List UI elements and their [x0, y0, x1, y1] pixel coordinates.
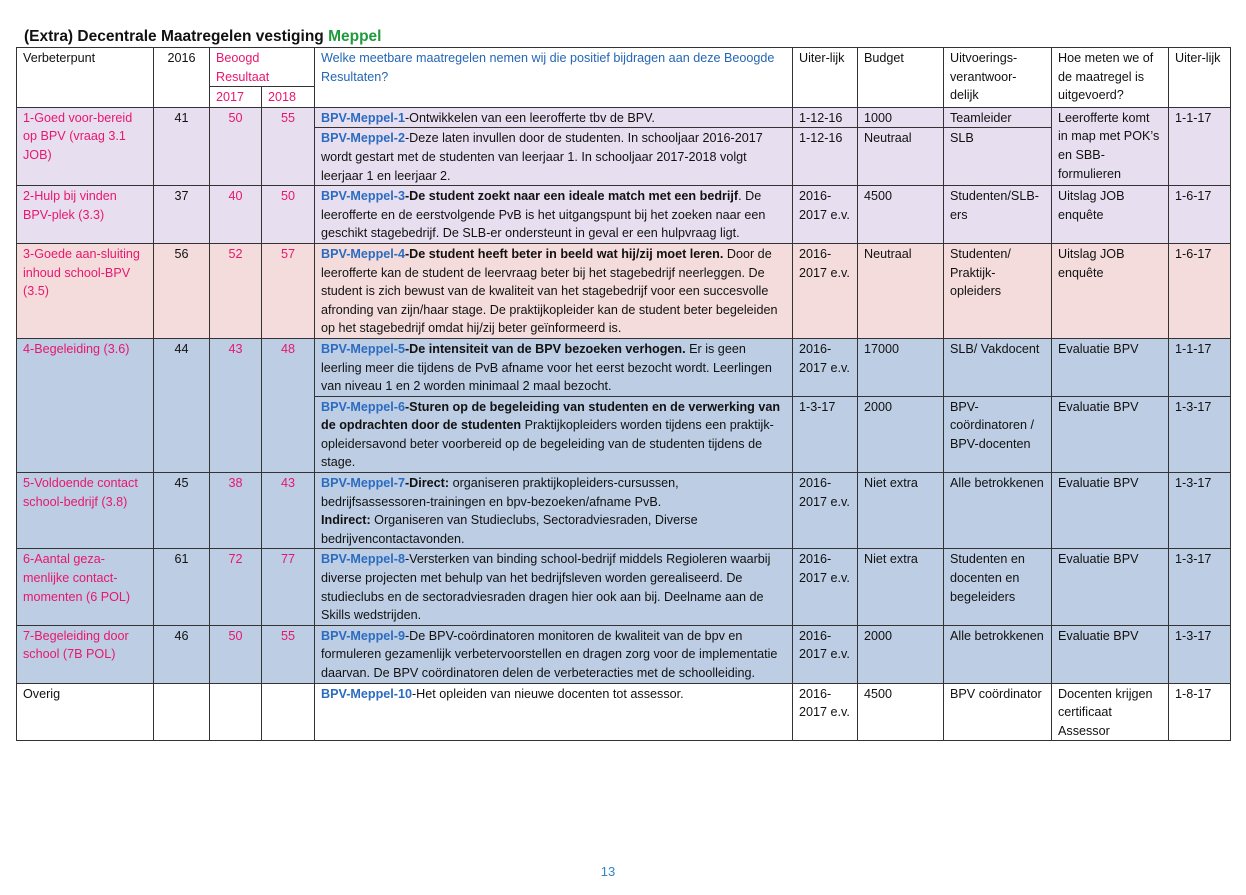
measure-deadline: 1-6-17 [1169, 186, 1231, 244]
table-row [17, 243, 1231, 338]
measure-cell [315, 186, 793, 244]
measure-how: Docenten krijgen certificaat Assessor [1052, 683, 1169, 741]
measure-responsible: BPV-coördinatoren / BPV-docenten [944, 396, 1052, 472]
value-2018: 57 [262, 243, 315, 338]
measure-text: . De leerofferte en de eerstvolgende PvB is het uitgangspunt bij het zoeken naar een geschikt stagebedrijf. De SLB-er ondersteunt in geval er een hulpvraag ligt. [321, 189, 766, 241]
value-2018: 48 [262, 338, 315, 472]
measure-how: Evaluatie BPV [1052, 396, 1169, 472]
verbeterpunt-cell: 5-Voldoende contact school-bedrijf (3.8) [17, 473, 154, 549]
value-2018 [262, 683, 315, 741]
header-maatregelen: Welke meetbare maatregelen nemen wij die positief bijdragen aan deze Beoogde Resultaten? [315, 48, 793, 108]
measure-date: 2016-2017 e.v. [793, 683, 858, 741]
measure-cell [315, 396, 793, 472]
title-prefix: (Extra) Decentrale Maatregelen vestiging [24, 28, 329, 45]
measure-bold-text: -Direct: [404, 476, 450, 491]
table-row [17, 338, 1231, 396]
measures-table [16, 47, 1231, 741]
measure-responsible: Alle betrokkenen [944, 625, 1052, 683]
measure-bold-text: -De student heeft beter in beeld wat hij/zij moet leren. [404, 246, 724, 261]
table-row [17, 683, 1231, 741]
measure-budget: 17000 [858, 338, 944, 396]
table-row [17, 186, 1231, 244]
value-2017: 43 [210, 338, 262, 472]
verbeterpunt-cell: 2-Hulp bij vinden BPV-plek (3.3) [17, 186, 154, 244]
measure-date: 1-12-16 [793, 107, 858, 128]
measure-code: BPV-Meppel-3 [321, 189, 405, 204]
value-2017: 52 [210, 243, 262, 338]
title-location: Meppel [328, 28, 382, 45]
measure-code: BPV-Meppel-10 [321, 686, 412, 701]
value-2017: 38 [210, 473, 262, 549]
measure-deadline: 1-1-17 [1169, 107, 1231, 185]
measure-code: BPV-Meppel-8 [321, 552, 405, 567]
header-budget: Budget [858, 48, 944, 108]
verbeterpunt-cell: 7-Begeleiding door school (7B POL) [17, 625, 154, 683]
measure-date: 2016-2017 e.v. [793, 186, 858, 244]
table-row [17, 625, 1231, 683]
measure-text: Praktijkopleiders worden tijdens een praktijk-opleidersavond beter voorbereid op de begeleiding van de studenten tijdens de stage. [321, 418, 774, 470]
value-2017: 50 [210, 625, 262, 683]
value-2018: 50 [262, 186, 315, 244]
measure-budget: 1000 [858, 107, 944, 128]
value-2016: 45 [154, 473, 210, 549]
header-beoogd-resultaat: Beoogd Resultaat [210, 48, 315, 87]
header-uitvoerings: Uitvoerings-verantwoor-delijk [944, 48, 1052, 108]
table-row [17, 107, 1231, 128]
value-2018: 77 [262, 549, 315, 625]
measure-deadline: 1-6-17 [1169, 243, 1231, 338]
measure-text: organiseren praktijkopleiders-cursussen, bedrijfsassessoren-trainingen en bpv-bezoeken/afname PvB. [321, 476, 679, 509]
measure-how: Uitslag JOB enquête [1052, 243, 1169, 338]
measure-how: Evaluatie BPV [1052, 625, 1169, 683]
measure-bold-text: -De intensiteit van de BPV bezoeken verhogen. [404, 341, 686, 356]
measure-deadline: 1-3-17 [1169, 473, 1231, 549]
measure-text: -Ontwikkelen van een leerofferte tbv de BPV. [404, 110, 655, 125]
measure-responsible: Alle betrokkenen [944, 473, 1052, 549]
measure-deadline: 1-3-17 [1169, 625, 1231, 683]
measure-cell [315, 243, 793, 338]
measure-cell [315, 683, 793, 741]
page-number: 13 [600, 864, 616, 879]
verbeterpunt-cell: 4-Begeleiding (3.6) [17, 338, 154, 472]
measure-budget: 4500 [858, 186, 944, 244]
header-row [17, 48, 1231, 87]
measure-how: Evaluatie BPV [1052, 473, 1169, 549]
measure-date: 2016-2017 e.v. [793, 625, 858, 683]
value-2016 [154, 683, 210, 741]
measure-text: Door de leerofferte kan de student de leervraag beter bij het stagebedrijf neerleggen. De student is zich bewust van de kwaliteit van het stagebedrijf voor een succesvolle afronding van zijn/haar stage. De praktijkopleider kan de student beter begeleiden op het stagebedrijf omdat hij/zij beter geïnformeerd is. [321, 246, 778, 336]
measure-budget: 2000 [858, 625, 944, 683]
value-2016: 44 [154, 338, 210, 472]
value-2016: 41 [154, 107, 210, 185]
measure-code: BPV-Meppel-4 [321, 246, 405, 261]
measure-date: 1-3-17 [793, 396, 858, 472]
measure-date: 1-12-16 [793, 128, 858, 186]
measure-bold-text: -Sturen op de begeleiding van studenten en de verwerking van de opdrachten door de studenten [321, 399, 781, 433]
header-2016: 2016 [154, 48, 210, 108]
measure-date: 2016-2017 e.v. [793, 243, 858, 338]
value-2016: 61 [154, 549, 210, 625]
value-2017: 40 [210, 186, 262, 244]
table-row [17, 549, 1231, 625]
value-2016: 37 [154, 186, 210, 244]
measure-budget: Neutraal [858, 243, 944, 338]
measure-how: Evaluatie BPV [1052, 338, 1169, 396]
measure-how: Uitslag JOB enquête [1052, 186, 1169, 244]
measure-deadline: 1-8-17 [1169, 683, 1231, 741]
measure-text: Er is geen leerling meer die tijdens de PvB afname voor het eerst bezocht wordt. Leerlingen van niveau 1 en 2 worden minimaal 2 maal bezocht. [321, 341, 772, 394]
value-2017: 50 [210, 107, 262, 185]
measure-code: BPV-Meppel-2 [321, 131, 405, 146]
value-2018: 55 [262, 625, 315, 683]
header-2018: 2018 [262, 87, 315, 108]
measure-responsible: Teamleider [944, 107, 1052, 128]
measure-cell [315, 473, 793, 549]
measure-budget: Neutraal [858, 128, 944, 186]
measure-cell [315, 625, 793, 683]
measure-code: BPV-Meppel-1 [321, 110, 405, 125]
measure-cell [315, 107, 793, 128]
measure-code: BPV-Meppel-5 [321, 341, 405, 356]
measure-budget: Niet extra [858, 473, 944, 549]
measure-code: BPV-Meppel-6 [321, 399, 405, 414]
header-uiterlijk: Uiter-lijk [793, 48, 858, 108]
value-2018: 55 [262, 107, 315, 185]
measure-date: 2016-2017 e.v. [793, 338, 858, 396]
value-2017: 72 [210, 549, 262, 625]
verbeterpunt-cell: 3-Goede aan-sluiting inhoud school-BPV (3.5) [17, 243, 154, 338]
verbeterpunt-cell: 1-Goed voor-bereid op BPV (vraag 3.1 JOB) [17, 107, 154, 185]
header-hoe-meten: Hoe meten we of de maatregel is uitgevoerd? [1052, 48, 1169, 108]
value-2016: 46 [154, 625, 210, 683]
measure-deadline: 1-1-17 [1169, 338, 1231, 396]
measure-responsible: Studenten en docenten en begeleiders [944, 549, 1052, 625]
verbeterpunt-cell: Overig [17, 683, 154, 741]
measure-text: -Versterken van binding school-bedrijf middels Regioleren waarbij diverse projecten met behulp van het bedrijfsleven worden gerealiseerd. De studieclubs en de sectoradviesraden dragen hier ook aan bij. Deelname aan de Skills wedstrijden. [321, 552, 771, 623]
measure-text-2: Organiseren van Studieclubs, Sectoradviesraden, Diverse bedrijvencontactavonden. [321, 513, 698, 546]
measure-bold-text: -De student zoekt naar een ideale match met een bedrijf [404, 189, 739, 204]
measure-responsible: BPV coördinator [944, 683, 1052, 741]
measure-bold-text-2: Indirect: [321, 513, 371, 528]
value-2017 [210, 683, 262, 741]
measure-cell [315, 549, 793, 625]
measure-how: Evaluatie BPV [1052, 549, 1169, 625]
header-uiterlijk-2: Uiter-lijk [1169, 48, 1231, 108]
measure-responsible: SLB/ Vakdocent [944, 338, 1052, 396]
header-2017: 2017 [210, 87, 262, 108]
measure-date: 2016-2017 e.v. [793, 549, 858, 625]
measure-responsible: Studenten/ Praktijk-opleiders [944, 243, 1052, 338]
measure-text: -De BPV-coördinatoren monitoren de kwaliteit van de bpv en formuleren gezamenlijk verbetervoorstellen en dragen zorg voor de implementatie daarvan. De BPV coördinatoren delen de verbeteracties met de schoolleiding. [321, 628, 778, 680]
page-title [24, 28, 381, 46]
verbeterpunt-cell: 6-Aantal geza-menlijke contact-momenten (6 POL) [17, 549, 154, 625]
measure-how: Leerofferte komt in map met POK’s en SBB-formulieren [1052, 107, 1169, 185]
measure-responsible: SLB [944, 128, 1052, 186]
measure-budget: Niet extra [858, 549, 944, 625]
measure-code: BPV-Meppel-7 [321, 476, 405, 491]
measure-text: -Het opleiden van nieuwe docenten tot assessor. [411, 686, 684, 701]
value-2016: 56 [154, 243, 210, 338]
measure-budget: 4500 [858, 683, 944, 741]
value-2018: 43 [262, 473, 315, 549]
measure-deadline: 1-3-17 [1169, 396, 1231, 472]
table-row [17, 473, 1231, 549]
measure-text: -Deze laten invullen door de studenten. In schooljaar 2016-2017 wordt gestart met de studenten van leerjaar 1. In schooljaar 2017-2018 volgt leerjaar 1 en leerjaar 2. [321, 131, 763, 183]
measure-cell [315, 128, 793, 186]
header-verbeterpunt: Verbeterpunt [17, 48, 154, 108]
measure-code: BPV-Meppel-9 [321, 628, 405, 643]
measure-deadline: 1-3-17 [1169, 549, 1231, 625]
measure-cell [315, 338, 793, 396]
measure-responsible: Studenten/SLB-ers [944, 186, 1052, 244]
measure-budget: 2000 [858, 396, 944, 472]
measure-date: 2016-2017 e.v. [793, 473, 858, 549]
